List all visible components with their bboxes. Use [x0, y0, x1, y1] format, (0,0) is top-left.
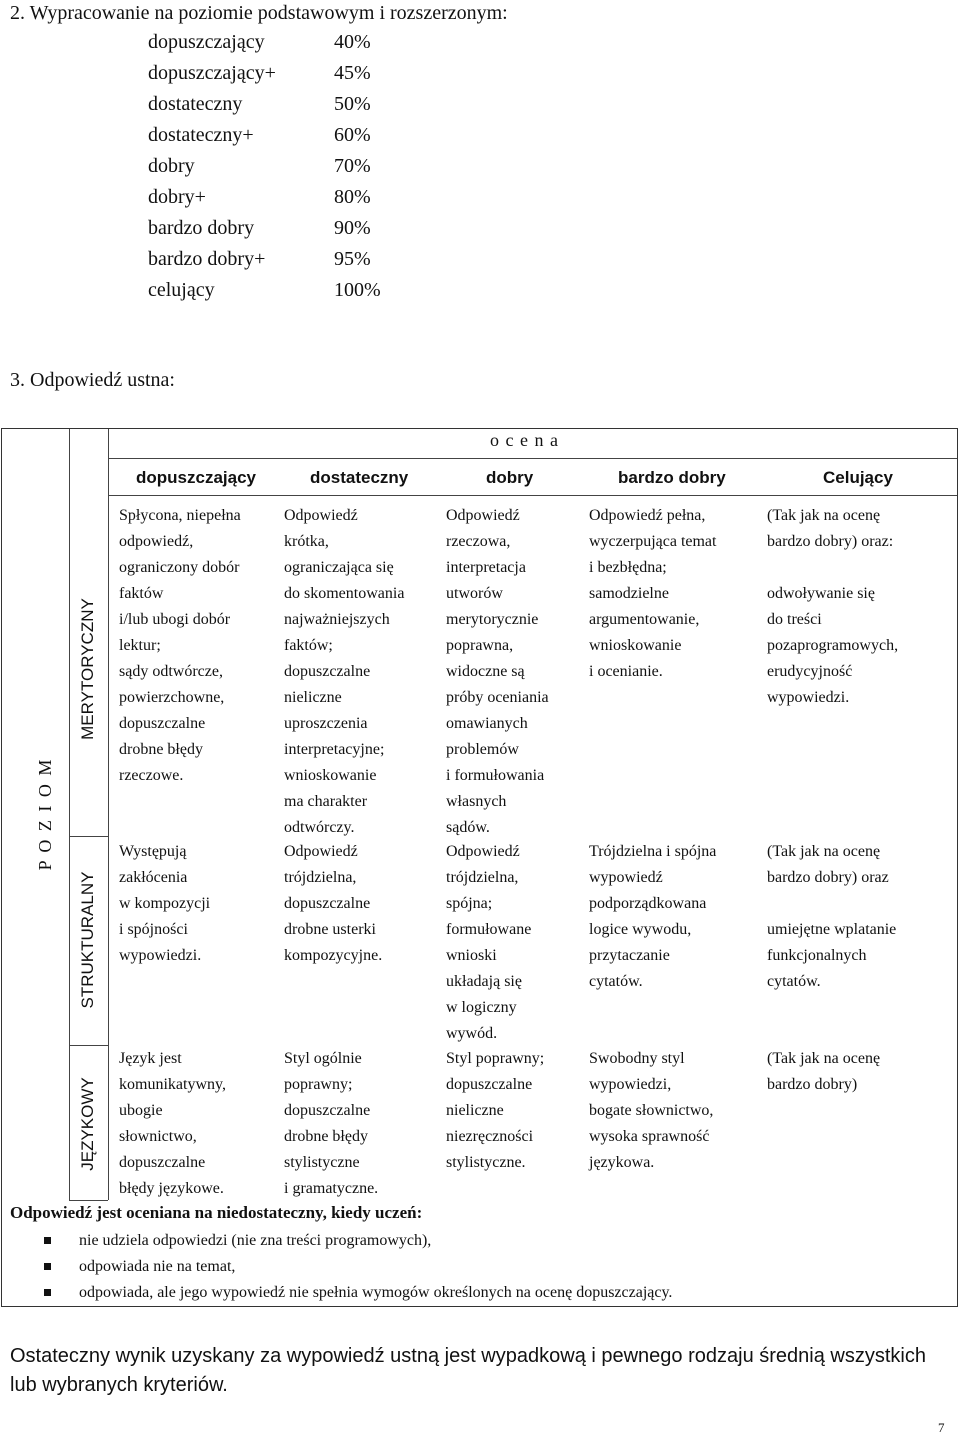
cell-jezykowy-dopuszczajacy: Język jest komunikatywny, ubogie słownictwo, dopuszczalne błędy językowe.: [119, 1050, 226, 1197]
grade-name: dopuszczający+: [148, 62, 276, 84]
table-divider: [69, 429, 70, 1200]
cell-merytoryczny-celujacy: (Tak jak na ocenę bardzo dobry) oraz: odwoływanie się do treści pozaprogramowych, erudycyjność wypowiedzi.: [767, 507, 899, 706]
cell-merytoryczny-dostateczny: Odpowiedź krótka, ograniczająca się do skomentowania najważniejszych faktów; dopuszczalne nieliczne uproszczenia interpretacyjne; wnioskowanie ma charakter odtwórczy.: [284, 507, 405, 836]
square-bullet-icon: [44, 1263, 51, 1270]
grade-row: [148, 182, 394, 213]
grade-scale-list: [148, 27, 394, 306]
poziom-label: P O Z I O M: [35, 757, 55, 871]
header-celujacy: Celujący: [823, 468, 893, 487]
cell-merytoryczny-dopuszczajacy: Spłycona, niepełna odpowiedź, ograniczony dobór faktów i/lub ubogi dobór lektur; sądy odtwórcze, powierzchowne, dopuszczalne drobne błędy rzeczowe.: [119, 507, 241, 784]
section-3-title: 3. Odpowiedź ustna:: [10, 369, 175, 391]
list-item-text: odpowiada, ale jego wypowiedź nie spełnia wymogów określonych na ocenę dopuszczający.: [79, 1284, 673, 1301]
row-label-strukturalny: STRUKTURALNY: [78, 871, 97, 1009]
grade-percent: 70%: [334, 155, 371, 177]
cell-strukturalny-celujacy: (Tak jak na ocenę bardzo dobry) oraz umiejętne wplatanie funkcjonalnych cytatów.: [767, 843, 897, 990]
grade-percent: 90%: [334, 217, 371, 239]
grade-percent: 95%: [334, 248, 371, 270]
list-item-text: odpowiada nie na temat,: [79, 1258, 236, 1275]
grade-percent: 45%: [334, 62, 371, 84]
table-divider: [69, 836, 108, 837]
cell-jezykowy-dostateczny: Styl ogólnie poprawny; dopuszczalne drobne błędy stylistyczne i gramatyczne.: [284, 1050, 379, 1197]
header-dopuszczajacy: dopuszczający: [136, 468, 256, 487]
list-item: [44, 1254, 672, 1280]
cell-jezykowy-bardzo-dobry: Swobodny styl wypowiedzi, bogate słownictwo, wysoka sprawność językowa.: [589, 1050, 714, 1171]
table-divider: [108, 495, 957, 496]
list-item: [44, 1228, 672, 1254]
grade-name: dopuszczający: [148, 31, 265, 53]
grade-name: celujący: [148, 279, 215, 301]
cell-strukturalny-bardzo-dobry: Trójdzielna i spójna wypowiedź podporządkowana logice wywodu, przytaczanie cytatów.: [589, 843, 717, 990]
grade-percent: 80%: [334, 186, 371, 208]
grade-name: dostateczny+: [148, 124, 254, 146]
grade-percent: 50%: [334, 93, 371, 115]
cell-jezykowy-dobry: Styl poprawny; dopuszczalne nieliczne niezręczności stylistyczne.: [446, 1050, 545, 1171]
cell-strukturalny-dobry: Odpowiedź trójdzielna, spójna; formułowane wnioski układają się w logiczny wywód.: [446, 843, 532, 1042]
row-label-merytoryczny: MERYTORYCZNY: [78, 598, 97, 740]
grade-row: [148, 27, 394, 58]
cell-jezykowy-celujacy: (Tak jak na ocenę bardzo dobry): [767, 1050, 881, 1093]
fail-criteria-list: [44, 1228, 672, 1306]
grade-name: dobry: [148, 155, 195, 177]
grade-row: [148, 213, 394, 244]
header-dobry: dobry: [486, 468, 534, 487]
section-2-title: 2. Wypracowanie na poziomie podstawowym i rozszerzonym:: [10, 2, 508, 24]
header-dostateczny: dostateczny: [310, 468, 409, 487]
list-item: [44, 1280, 672, 1306]
grade-percent: 40%: [334, 31, 371, 53]
grade-row: [148, 58, 394, 89]
cell-merytoryczny-bardzo-dobry: Odpowiedź pełna, wyczerpująca temat i bezbłędna; samodzielne argumentowanie, wnioskowanie i ocenianie.: [589, 507, 717, 680]
grade-row: [148, 89, 394, 120]
page-number: 7: [938, 1420, 945, 1435]
table-divider: [108, 458, 957, 459]
cell-strukturalny-dostateczny: Odpowiedź trójdzielna, dopuszczalne drobne usterki kompozycyjne.: [284, 843, 383, 964]
grade-name: bardzo dobry: [148, 217, 255, 239]
header-bardzo-dobry: bardzo dobry: [618, 468, 726, 487]
fail-criteria-title: Odpowiedź jest oceniana na niedostateczny, kiedy uczeń:: [10, 1203, 423, 1222]
table-divider: [69, 1045, 108, 1046]
cell-strukturalny-dopuszczajacy: Występują zakłócenia w kompozycji i spójności wypowiedzi.: [119, 843, 211, 964]
grade-row: [148, 244, 394, 275]
table-divider: [108, 429, 109, 1200]
grade-name: dobry+: [148, 186, 206, 208]
grade-row: [148, 151, 394, 182]
grade-percent: 100%: [334, 279, 381, 301]
row-label-jezykowy: JĘZYKOWY: [78, 1077, 97, 1171]
grade-name: bardzo dobry+: [148, 248, 266, 270]
ocena-header: o c e n a: [490, 430, 559, 450]
list-item-text: nie udziela odpowiedzi (nie zna treści programowych),: [79, 1232, 432, 1249]
final-result-paragraph: Ostateczny wynik uzyskany za wypowiedź ustną jest wypadkową i pewnego rodzaju średnią wszystkich lub wybranych kryteriów.: [10, 1345, 926, 1396]
grade-row: [148, 275, 394, 306]
cell-merytoryczny-dobry: Odpowiedź rzeczowa, interpretacja utworów merytorycznie poprawna, widoczne są próby oceniania omawianych problemów i formułowania własnych sądów.: [446, 507, 549, 836]
grade-percent: 60%: [334, 124, 371, 146]
square-bullet-icon: [44, 1237, 51, 1244]
grade-name: dostateczny: [148, 93, 243, 115]
square-bullet-icon: [44, 1289, 51, 1296]
table-divider: [69, 1200, 108, 1201]
grade-row: [148, 120, 394, 151]
